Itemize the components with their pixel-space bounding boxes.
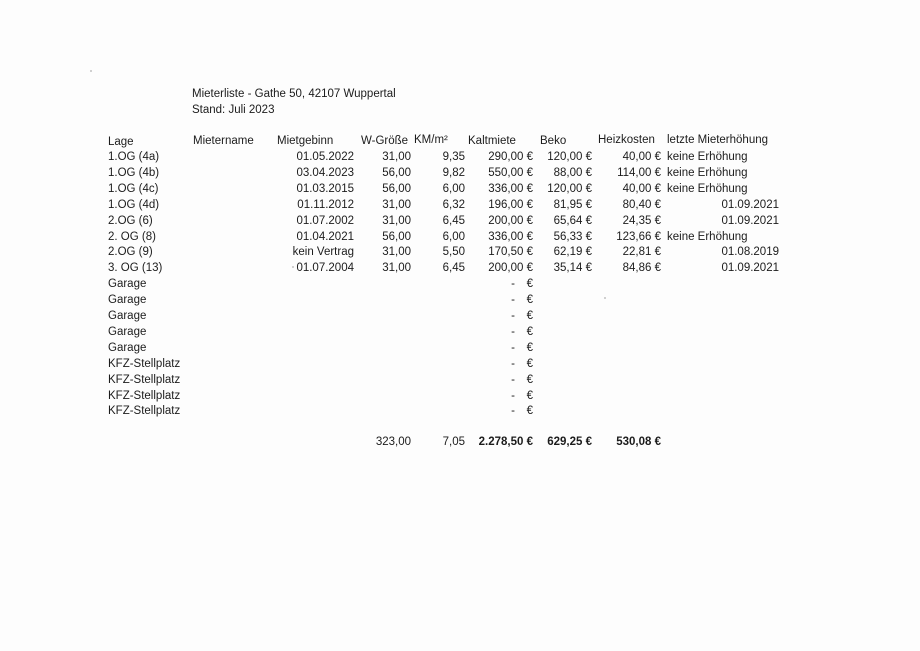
cell-kmqm: 6,00: [442, 183, 465, 195]
cell-lage: KFZ-Stellplatz: [108, 358, 181, 370]
cell-kaltmiete-euro: €: [526, 405, 533, 417]
cell-mietbeginn: 01.05.2022: [296, 151, 354, 163]
cell-lage: KFZ-Stellplatz: [108, 374, 181, 386]
cell-kaltmiete-dash: -: [511, 390, 515, 402]
cell-letzte-erhoehung: 01.09.2021: [721, 215, 779, 227]
total-beko: 629,25 €: [547, 436, 592, 448]
cell-lage: 1.OG (4a): [108, 151, 160, 163]
col-header-beko: Beko: [540, 135, 567, 147]
cell-lage: 2.OG (6): [108, 215, 153, 227]
cell-wgroesse: 56,00: [382, 167, 411, 179]
total-kmqm: 7,05: [442, 436, 465, 448]
cell-wgroesse: 31,00: [382, 151, 411, 163]
cell-letzte-erhoehung: keine Erhöhung: [667, 183, 748, 195]
cell-lage: 1.OG (4d): [108, 199, 160, 211]
col-header-heizkosten: Heizkosten: [598, 134, 655, 146]
cell-kaltmiete-euro: €: [526, 358, 533, 370]
col-header-letzte-erhoehung: letzte Mieterhöhung: [667, 134, 769, 146]
cell-kaltmiete: 290,00 €: [488, 151, 533, 163]
cell-kaltmiete-dash: -: [511, 278, 515, 290]
cell-kmqm: 9,82: [442, 167, 465, 179]
cell-beko: 120,00 €: [547, 151, 592, 163]
scan-speck: [90, 70, 92, 72]
document-header: [192, 86, 396, 118]
cell-beko: 120,00 €: [547, 183, 592, 195]
cell-lage: 1.OG (4b): [108, 167, 160, 179]
cell-heizkosten: 40,00 €: [622, 151, 661, 163]
document-date: Stand: Juli 2023: [192, 104, 275, 116]
cell-kmqm: 6,32: [442, 199, 465, 211]
cell-kaltmiete-euro: €: [526, 342, 533, 354]
cell-letzte-erhoehung: 01.08.2019: [721, 246, 779, 258]
cell-kaltmiete-dash: -: [511, 405, 515, 417]
cell-kaltmiete-euro: €: [526, 294, 533, 306]
cell-lage: Garage: [108, 342, 147, 354]
cell-heizkosten: 114,00 €: [617, 167, 661, 179]
cell-wgroesse: 31,00: [382, 246, 411, 258]
cell-kaltmiete: 550,00 €: [488, 167, 533, 179]
cell-kaltmiete-dash: -: [511, 310, 515, 322]
cell-beko: 65,64 €: [553, 215, 592, 227]
cell-mietbeginn: 01.04.2021: [296, 231, 354, 243]
cell-wgroesse: 56,00: [382, 183, 411, 195]
cell-wgroesse: 31,00: [382, 215, 411, 227]
cell-lage: Garage: [108, 294, 147, 306]
cell-mietbeginn: 03.04.2023: [296, 167, 354, 179]
cell-lage: 3. OG (13): [108, 262, 163, 274]
cell-heizkosten: 40,00 €: [622, 183, 661, 195]
cell-kmqm: 6,00: [442, 231, 465, 243]
cell-letzte-erhoehung: keine Erhöhung: [667, 231, 748, 243]
cell-kaltmiete-euro: €: [526, 326, 533, 338]
cell-kaltmiete: 170,50 €: [488, 246, 533, 258]
document-title: Mieterliste - Gathe 50, 42107 Wuppertal: [192, 88, 396, 100]
cell-lage: 2.OG (9): [108, 246, 153, 258]
cell-wgroesse: 56,00: [382, 231, 411, 243]
cell-kaltmiete: 200,00 €: [488, 262, 533, 274]
col-header-kaltmiete: Kaltmiete: [468, 135, 516, 147]
cell-lage: Garage: [108, 326, 147, 338]
cell-kaltmiete-dash: -: [511, 358, 515, 370]
cell-wgroesse: 31,00: [382, 199, 411, 211]
cell-kaltmiete: 336,00 €: [488, 231, 533, 243]
cell-kaltmiete-euro: €: [526, 374, 533, 386]
cell-mietbeginn: 01.03.2015: [296, 183, 354, 195]
cell-kaltmiete-euro: €: [526, 278, 533, 290]
cell-mietbeginn: 01.07.2002: [296, 215, 354, 227]
cell-kmqm: 6,45: [442, 215, 465, 227]
cell-kaltmiete-euro: €: [526, 310, 533, 322]
cell-kmqm: 6,45: [442, 262, 465, 274]
cell-letzte-erhoehung: keine Erhöhung: [667, 151, 748, 163]
cell-kaltmiete-dash: -: [511, 374, 515, 386]
cell-heizkosten: 84,86 €: [622, 262, 661, 274]
cell-kmqm: 5,50: [442, 246, 465, 258]
cell-heizkosten: 24,35 €: [622, 215, 661, 227]
cell-kaltmiete: 336,00 €: [488, 183, 533, 195]
cell-kaltmiete: 200,00 €: [488, 215, 533, 227]
scan-speck: [292, 266, 294, 268]
cell-kaltmiete-euro: €: [526, 390, 533, 402]
cell-wgroesse: 31,00: [382, 262, 411, 274]
cell-beko: 56,33 €: [553, 231, 592, 243]
cell-mietbeginn: kein Vertrag: [292, 246, 354, 258]
cell-lage: KFZ-Stellplatz: [108, 405, 181, 417]
cell-letzte-erhoehung: 01.09.2021: [721, 262, 779, 274]
scan-speck: [604, 297, 606, 299]
cell-kaltmiete-dash: -: [511, 294, 515, 306]
total-heizkosten: 530,08 €: [616, 436, 661, 448]
cell-letzte-erhoehung: 01.09.2021: [721, 199, 779, 211]
cell-mietbeginn: 01.11.2012: [297, 199, 354, 211]
col-header-wgroesse: W-Größe: [361, 135, 409, 147]
cell-kaltmiete-dash: -: [511, 326, 515, 338]
cell-heizkosten: 80,40 €: [622, 199, 661, 211]
cell-kmqm: 9,35: [442, 151, 465, 163]
cell-beko: 62,19 €: [553, 246, 592, 258]
cell-letzte-erhoehung: keine Erhöhung: [667, 167, 748, 179]
cell-lage: 2. OG (8): [108, 231, 156, 243]
cell-lage: 1.OG (4c): [108, 183, 159, 195]
cell-lage: Garage: [108, 310, 147, 322]
cell-heizkosten: 22,81 €: [622, 246, 661, 258]
cell-beko: 88,00 €: [553, 167, 592, 179]
cell-mietbeginn: 01.07.2004: [296, 262, 354, 274]
total-kaltmiete: 2.278,50 €: [478, 436, 533, 448]
cell-lage: KFZ-Stellplatz: [108, 390, 181, 402]
cell-kaltmiete: 196,00 €: [488, 199, 533, 211]
col-header-kmqm: KM/m²: [414, 134, 448, 146]
total-wgroesse: 323,00: [375, 436, 411, 448]
cell-heizkosten: 123,66 €: [616, 231, 661, 243]
cell-beko: 81,95 €: [553, 199, 592, 211]
col-header-mietbeginn: Mietgebinn: [277, 135, 334, 147]
cell-lage: Garage: [108, 278, 147, 290]
col-header-mietername: Mietername: [193, 135, 254, 147]
cell-kaltmiete-dash: -: [511, 342, 515, 354]
col-header-lage: Lage: [108, 136, 134, 148]
cell-beko: 35,14 €: [553, 262, 592, 274]
